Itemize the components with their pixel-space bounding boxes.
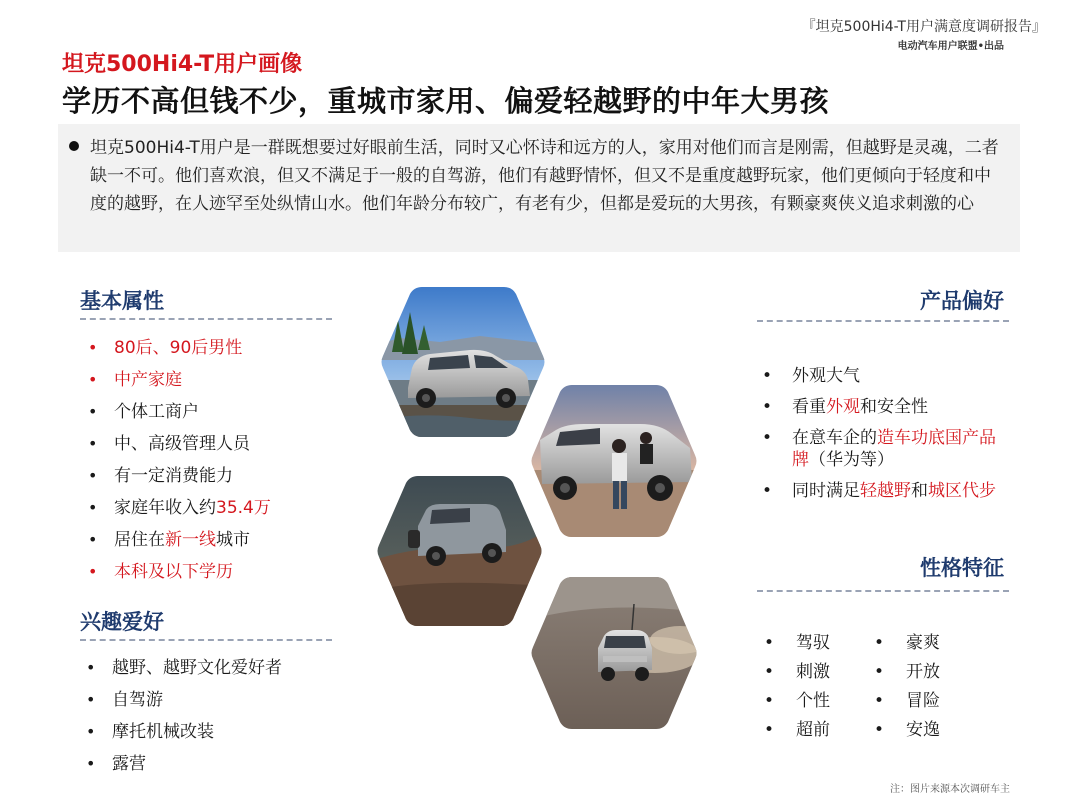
item-text: 露营 — [112, 754, 146, 774]
item-highlight: 中产家庭 — [114, 370, 182, 390]
bullet-icon: • — [874, 633, 885, 653]
basic-attribute-item — [80, 556, 340, 588]
bullet-icon: • — [88, 338, 98, 357]
product-preference-item — [760, 480, 1005, 502]
trait-text: 豪爽 — [906, 633, 940, 653]
bullet-icon: • — [86, 658, 96, 677]
report-tag: 『坦克500Hi4-T用户满意度调研报告』 — [801, 19, 1046, 35]
item-highlight: 外观 — [826, 397, 860, 417]
bullet-icon: • — [762, 428, 773, 448]
page-kicker: 坦克500Hi4-T用户画像 — [62, 52, 303, 77]
section-divider-hobbies — [80, 639, 332, 641]
item-highlight: 造车功底国产品牌 — [792, 428, 996, 470]
bullet-icon: • — [762, 397, 773, 417]
personality-trait — [760, 688, 870, 714]
image-source-footnote: 注：图片来源本次调研车主 — [890, 784, 1010, 795]
bullet-icon: • — [88, 530, 98, 549]
trait-text: 开放 — [906, 662, 940, 682]
item-text: 摩托机械改装 — [112, 722, 214, 742]
item-highlight: 80后、90后男性 — [114, 338, 243, 358]
bullet-icon: • — [762, 481, 773, 501]
trait-text: 超前 — [796, 720, 830, 740]
item-text: 中、高级管理人员 — [114, 434, 250, 454]
summary-box — [58, 124, 1020, 252]
hex-photo-lake-suv — [375, 285, 550, 440]
trait-text: 个性 — [796, 691, 830, 711]
trait-text: 刺激 — [796, 662, 830, 682]
product-preference-item — [760, 427, 1005, 471]
hobby-item — [78, 652, 338, 684]
bullet-icon: • — [88, 402, 98, 421]
item-highlight: 城区代步 — [928, 481, 996, 501]
basic-attributes-list — [80, 332, 340, 588]
item-text: 越野、越野文化爱好者 — [112, 658, 282, 678]
bullet-icon: • — [874, 662, 885, 682]
item-text: 家庭年收入约 — [114, 498, 216, 518]
item-highlight: 新一线 — [165, 530, 216, 550]
bullet-icon: • — [88, 434, 98, 453]
bullet-icon: • — [762, 366, 773, 386]
hex-photo-hill-climb — [374, 474, 546, 630]
trait-text: 冒险 — [906, 691, 940, 711]
item-text: 和安全性 — [860, 397, 928, 417]
item-text: 同时满足 — [792, 481, 860, 501]
personality-trait — [870, 659, 980, 685]
basic-attribute-item — [80, 332, 340, 364]
section-title-basic: 基本属性 — [80, 289, 164, 313]
section-title-hobbies: 兴趣爱好 — [80, 610, 164, 634]
item-highlight: 本科及以下学历 — [114, 562, 233, 582]
product-preference-item — [760, 396, 1005, 418]
bullet-icon: • — [874, 691, 885, 711]
item-highlight: 35.4万 — [216, 498, 271, 518]
bullet-icon: • — [88, 498, 98, 517]
personality-trait — [760, 717, 870, 743]
bullet-icon: • — [88, 466, 98, 485]
item-text: 有一定消费能力 — [114, 466, 233, 486]
personality-traits-grid — [760, 630, 980, 743]
summary-text: 坦克500Hi4-T用户是一群既想要过好眼前生活，同时又心怀诗和远方的人，家用对他们而言是刚需，但越野是灵魂，二者缺一不可。他们喜欢浪，但又不满足于一般的自驾游，他们有越野情怀，但又不是重度越野玩家，他们更倾向于轻度和中度的越野，在人迹罕至处纵情山水。他们年龄分布较广，有老有少，但都是爱玩的大男孩，有颗豪爽侠义追求刺激的心 — [90, 138, 999, 214]
item-text: 个体工商户 — [114, 402, 199, 422]
product-preference-list — [760, 365, 1005, 511]
trait-text: 驾驭 — [796, 633, 830, 653]
bullet-icon: • — [86, 690, 96, 709]
summary-bullet-icon — [69, 141, 79, 151]
basic-attribute-item — [80, 492, 340, 524]
basic-attribute-item — [80, 396, 340, 428]
hobby-item — [78, 684, 338, 716]
item-text: 和 — [911, 481, 928, 501]
bullet-icon: • — [764, 662, 775, 682]
bullet-icon: • — [88, 370, 98, 389]
item-text: 在意车企的 — [792, 428, 877, 448]
personality-trait — [870, 717, 980, 743]
basic-attribute-item — [80, 460, 340, 492]
item-text: 自驾游 — [112, 690, 163, 710]
hex-photo-desert-dusk — [528, 383, 700, 540]
basic-attribute-item — [80, 364, 340, 396]
page-title: 学历不高但钱不少，重城市家用、偏爱轻越野的中年大男孩 — [62, 84, 830, 118]
hobby-item — [78, 716, 338, 748]
bullet-icon: • — [764, 720, 775, 740]
section-divider-product — [757, 320, 1009, 322]
bullet-icon: • — [764, 633, 775, 653]
basic-attribute-item — [80, 524, 340, 556]
publisher-label: 电动汽车用户联盟•出品 — [897, 41, 1004, 52]
item-highlight: 轻越野 — [860, 481, 911, 501]
personality-trait — [870, 688, 980, 714]
bullet-icon: • — [88, 562, 98, 581]
personality-trait — [870, 630, 980, 656]
basic-attribute-item — [80, 428, 340, 460]
bullet-icon: • — [86, 722, 96, 741]
hobbies-list — [78, 652, 338, 780]
product-preference-item — [760, 365, 1005, 387]
bullet-icon: • — [874, 720, 885, 740]
personality-trait — [760, 659, 870, 685]
item-text: （华为等） — [809, 450, 894, 470]
section-title-product: 产品偏好 — [920, 289, 1004, 313]
section-title-personality: 性格特征 — [920, 556, 1004, 580]
item-text: 外观大气 — [792, 366, 860, 386]
item-text: 居住在 — [114, 530, 165, 550]
hex-photo-sand-dune — [528, 575, 710, 731]
bullet-icon: • — [86, 754, 96, 773]
trait-text: 安逸 — [906, 720, 940, 740]
hobby-item — [78, 748, 338, 780]
item-text: 看重 — [792, 397, 826, 417]
bullet-icon: • — [764, 691, 775, 711]
section-divider-personality — [757, 590, 1009, 592]
section-divider-basic — [80, 318, 332, 320]
item-text: 城市 — [216, 530, 250, 550]
personality-trait — [760, 630, 870, 656]
